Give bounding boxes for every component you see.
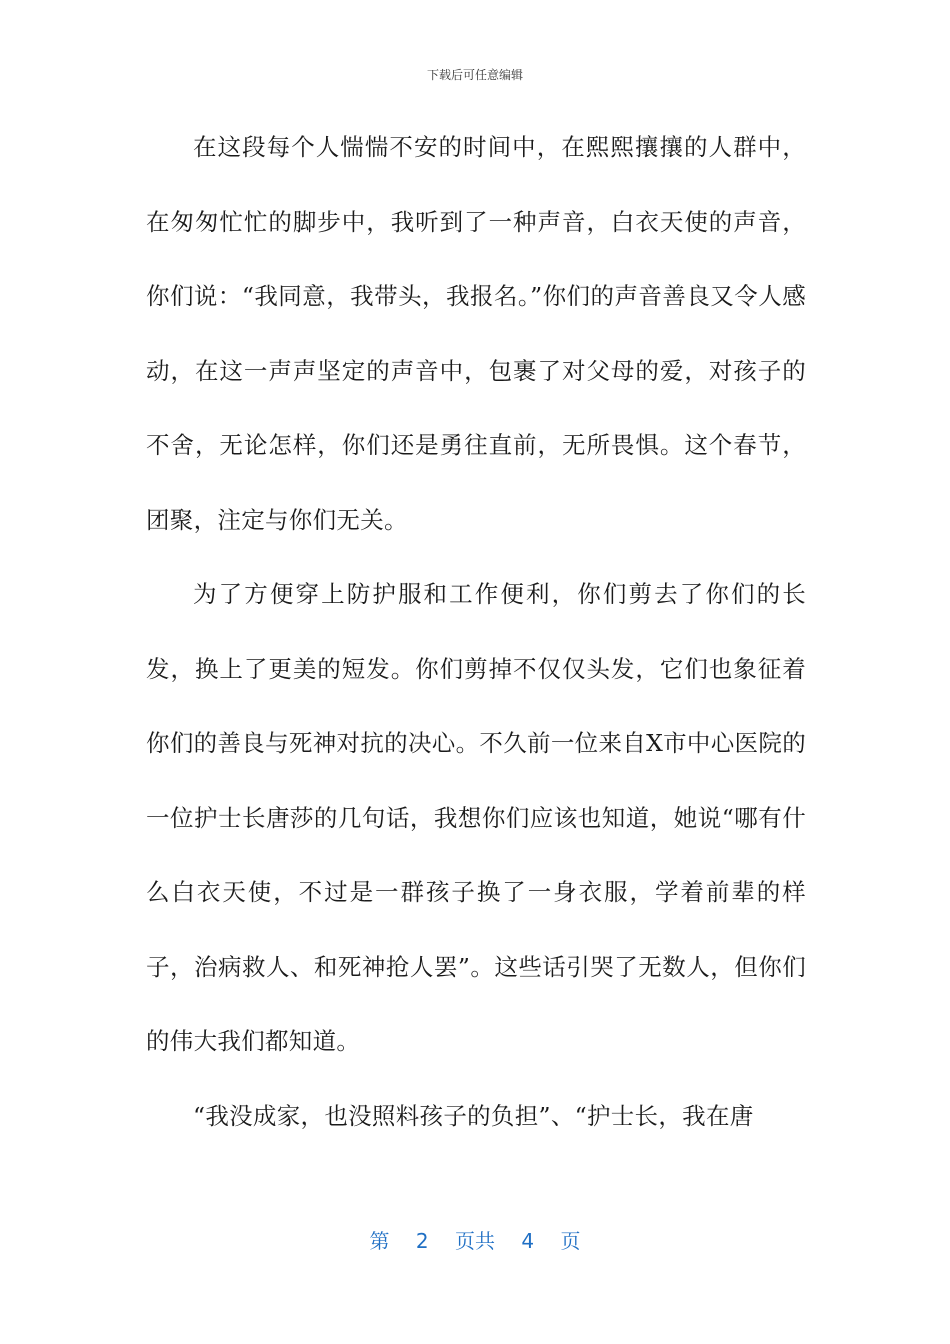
paragraph-3: “我没成家，也没照料孩子的负担”、“护士长，我在唐 (193, 1101, 754, 1130)
page-footer (0, 1225, 950, 1254)
footer-ye: 页 (560, 1229, 581, 1253)
footer-page-number: 2 (415, 1229, 429, 1253)
footer-di: 第 (369, 1229, 390, 1253)
document-body (146, 110, 806, 1153)
paragraph-2: 为了方便穿上防护服和工作便利，你们剪去了你们的长发，换上了更美的短发。你们剪掉不仅仅头发，它们也象征着你们的善良与死神对抗的决心。不久前一位来自X市中心医院的一位护士长唐莎的几句话，我想你们应该也知道，她说“哪有什么白衣天使，不过是一群孩子换了一身衣服，学着前辈的样子，治病救人、和死神抢人罢”。这些话引哭了无数人，但你们的伟大我们都知道。 (146, 580, 806, 1055)
footer-ye-gong: 页共 (455, 1229, 495, 1253)
footer-total-pages: 4 (521, 1229, 535, 1253)
paragraph-1: 在这段每个人惴惴不安的时间中，在熙熙攘攘的人群中，在匆匆忙忙的脚步中，我听到了一种声音，白衣天使的声音，你们说：“我同意，我带头，我报名。”你们的声音善良又令人感动，在这一声声坚定的声音中，包裹了对父母的爱，对孩子的不舍，无论怎样，你们还是勇往直前，无所畏惧。这个春节，团聚，注定与你们无关。 (146, 133, 806, 534)
page-header: 下载后可任意编辑 (426, 68, 523, 82)
